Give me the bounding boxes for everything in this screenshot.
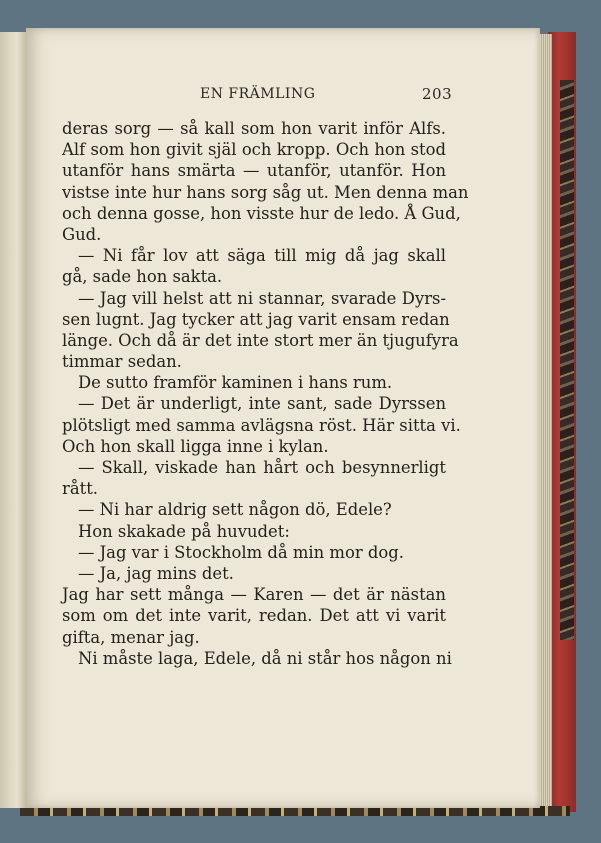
text-line: Hon skakade på huvudet: <box>78 521 290 541</box>
text-line: Alf som hon givit själ och kropp. Och hon stod <box>62 140 446 160</box>
text-line: De sutto framför kaminen i hans rum. <box>78 373 393 393</box>
text-line: och denna gosse, hon visste hur de ledo. Å Gud, <box>62 203 461 223</box>
text-line: gå, sade hon sakta. <box>62 267 223 287</box>
marbled-endpaper-right <box>560 80 574 640</box>
page-number: 203 <box>422 85 453 103</box>
running-title: EN FRÄMLING <box>200 86 316 102</box>
text-line: Gud. <box>62 224 102 244</box>
text-line: länge. Och då är det inte stort mer än tjugufyra <box>62 330 459 350</box>
text-line: — Ja, jag mins det. <box>78 563 234 583</box>
text-line: — Skall, viskade han hårt och besynnerligt <box>78 458 446 477</box>
facing-page-edge <box>0 32 29 808</box>
text-line: — Ni får lov att säga till mig då jag skall <box>78 246 446 266</box>
text-line: som om det inte varit, redan. Det att vi varit <box>62 606 446 626</box>
text-line: utanför hans smärta — utanför, utanför. Hon <box>62 161 446 181</box>
text-line: — Det är underligt, inte sant, sade Dyrssen <box>78 394 446 414</box>
text-line: — Jag var i Stockholm då min mor dog. <box>78 542 404 562</box>
page-header <box>26 84 540 104</box>
text-line: Och hon skall ligga inne i kylan. <box>62 436 329 456</box>
text-line: Ni måste laga, Edele, då ni står hos någon ni <box>78 648 452 668</box>
text-line: deras sorg — så kall som hon varit inför Alfs. <box>62 119 446 138</box>
text-line: plötsligt med samma avlägsna röst. Här sitta vi. <box>62 415 461 435</box>
text-line: timmar sedan. <box>62 352 182 372</box>
text-line: sen lugnt. Jag tycker att jag varit ensam redan <box>62 309 450 329</box>
text-line: Jag har sett många — Karen — det är nästan <box>62 585 446 605</box>
text-line: rått. <box>62 479 98 499</box>
text-line: — Ni har aldrig sett någon dö, Edele? <box>78 500 392 520</box>
text-line: gifta, menar jag. <box>62 627 200 647</box>
text-line: — Jag vill helst att ni stannar, svarade Dyrs- <box>78 288 446 308</box>
text-line: vistse inte hur hans sorg såg ut. Men denna man <box>62 182 469 202</box>
book-page <box>26 28 540 808</box>
body-text <box>62 118 469 669</box>
